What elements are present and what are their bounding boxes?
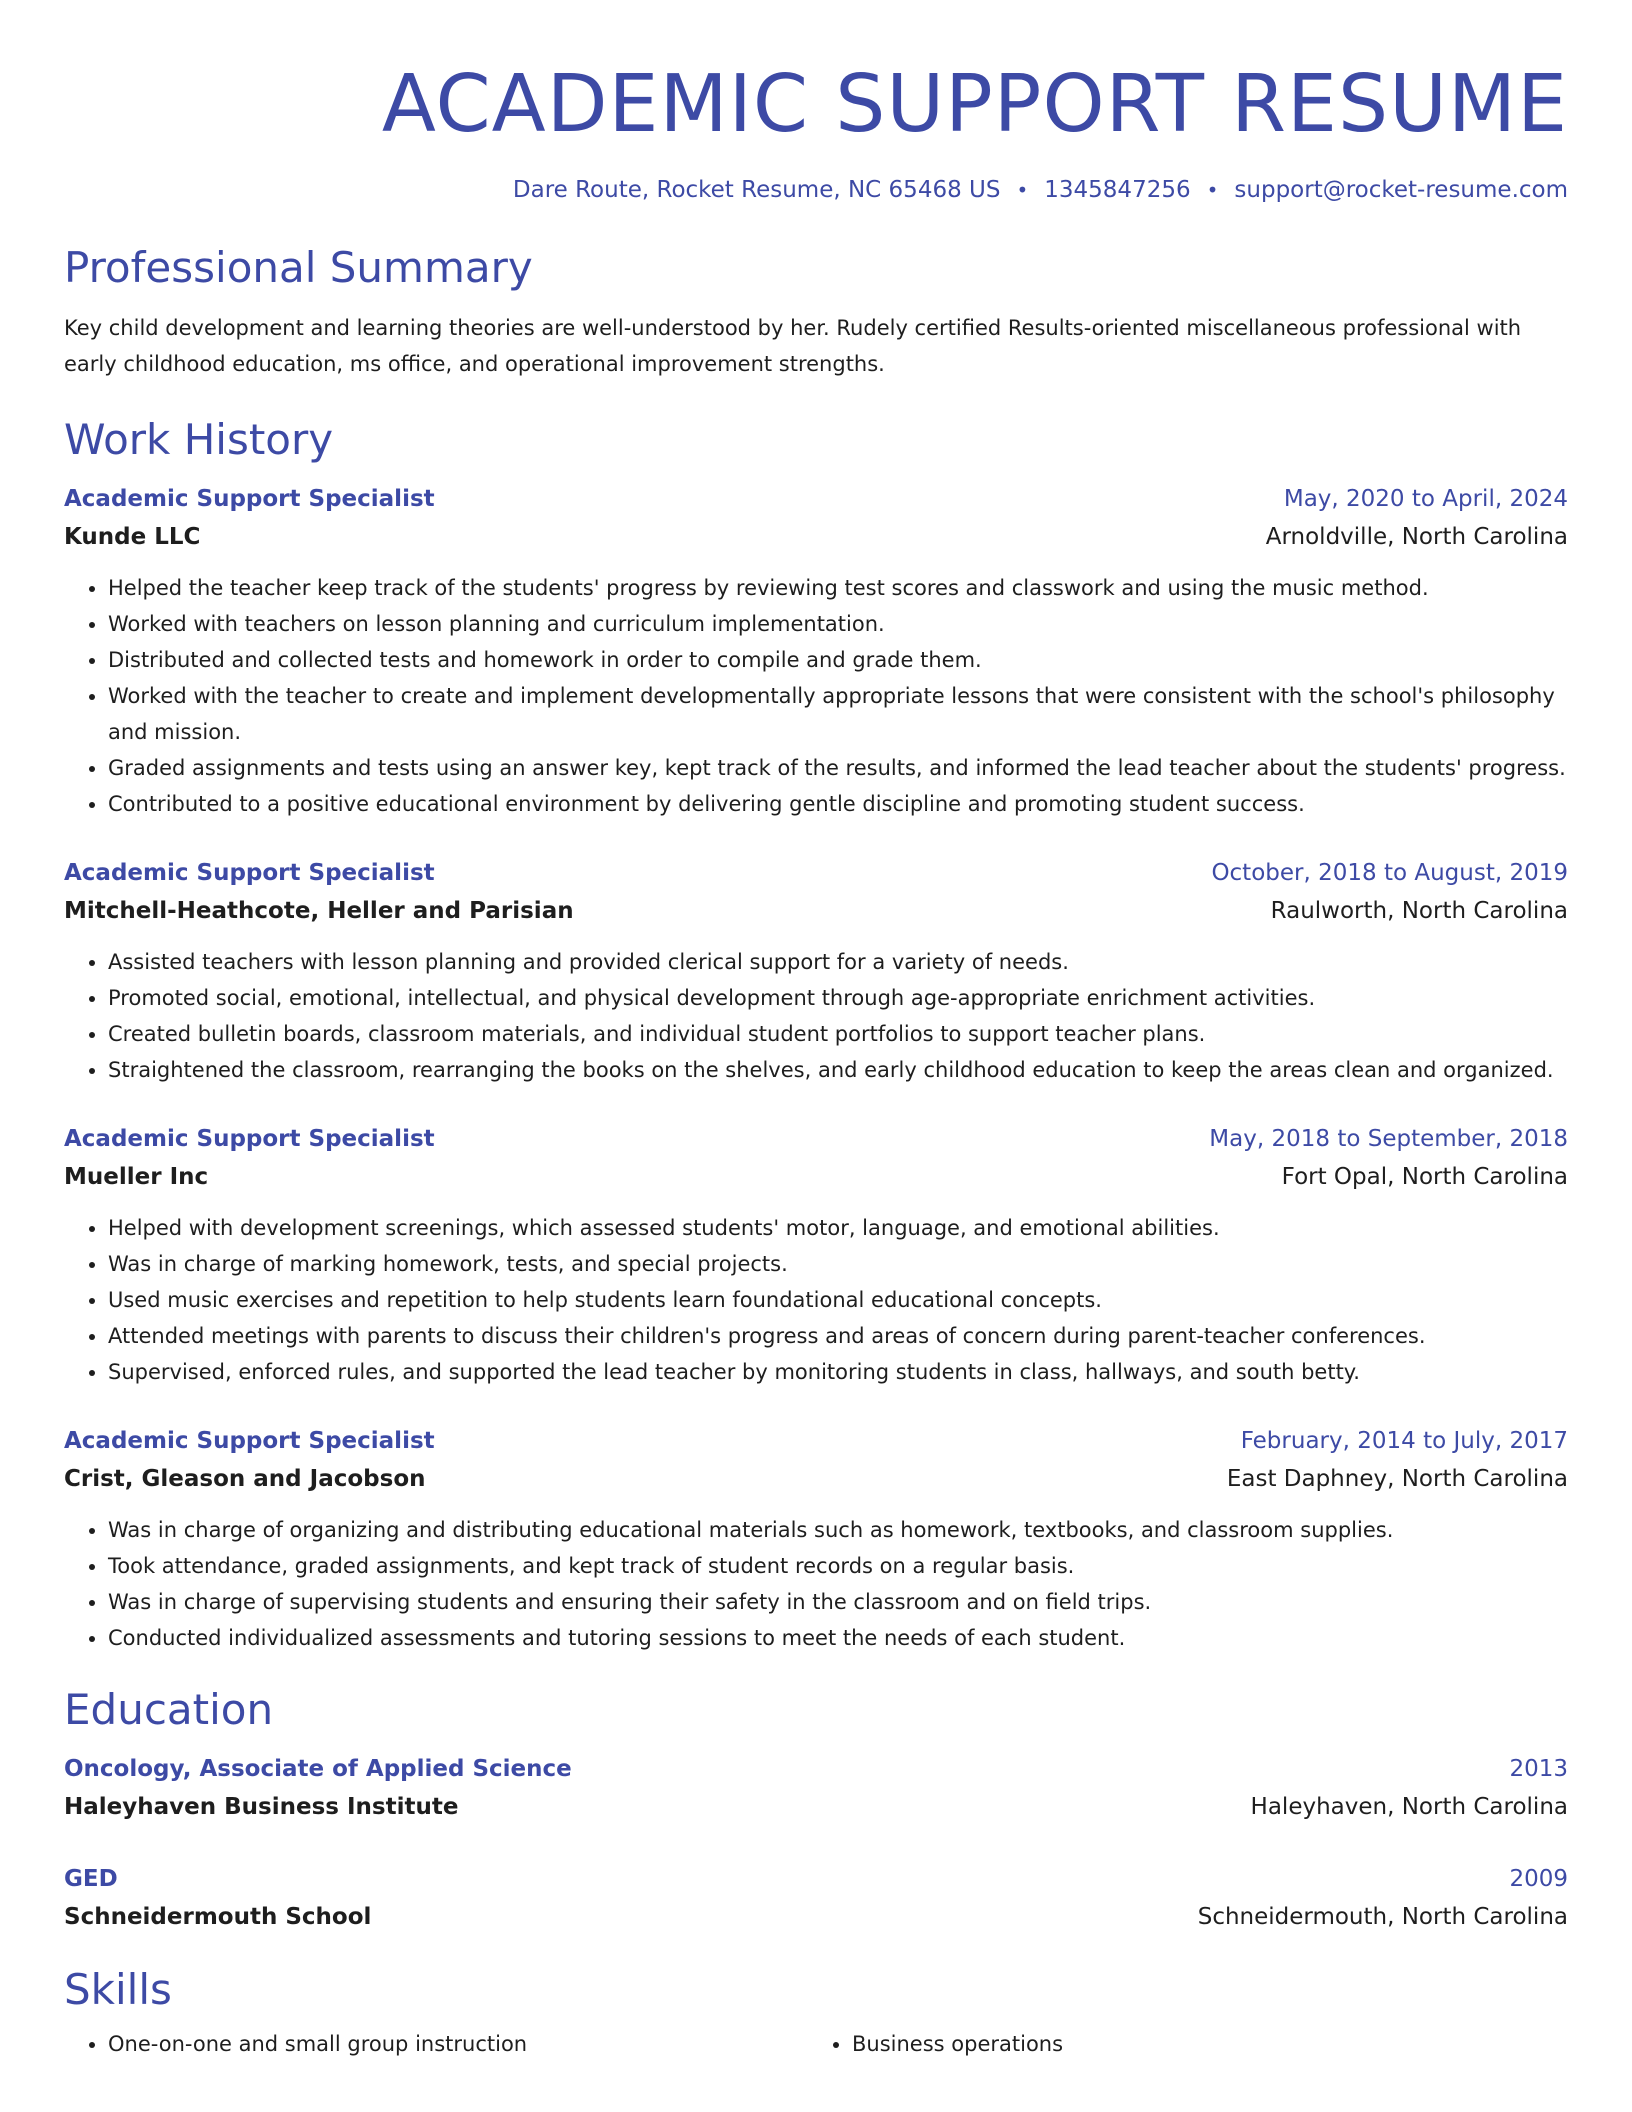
job-subheader [64, 892, 1568, 930]
job-bullet: • Conducted individualized assessments and tutoring sessions to meet the needs of each student. [108, 1620, 1568, 1656]
skill-item: • Business operations [852, 2026, 1552, 2062]
job-location: Fort Opal, North Carolina [1281, 1164, 1568, 1190]
contact-line [64, 174, 1568, 206]
job-dates: May, 2020 to April, 2024 [1283, 486, 1568, 512]
job-header [64, 1120, 1568, 1158]
job-dates: May, 2018 to September, 2018 [1209, 1126, 1568, 1152]
job-bullet: • Worked with the teacher to create and implement developmentally appropriate lessons that were consistent with the school's philosophy and mission. [108, 678, 1568, 750]
job-company: Kunde LLC [64, 524, 201, 550]
job-subheader [64, 518, 1568, 556]
education-heading: Education [64, 1685, 274, 1734]
job-entry [64, 1422, 1568, 1656]
job-bullet: • Helped the teacher keep track of the students' progress by reviewing test scores and classwork and using the music method. [108, 570, 1568, 606]
job-location: East Daphney, North Carolina [1226, 1466, 1568, 1492]
education-header [64, 1860, 1568, 1898]
education-location: Haleyhaven, North Carolina [1250, 1794, 1568, 1820]
job-bullet: • Assisted teachers with lesson planning and provided clerical support for a variety of needs. [108, 944, 1568, 980]
skill-item: • One-on-one and small group instruction [108, 2026, 808, 2062]
contact-address: Dare Route, Rocket Resume, NC 65468 US [512, 177, 1001, 203]
summary-heading: Professional Summary [64, 243, 533, 292]
job-bullet: • Created bulletin boards, classroom materials, and individual student portfolios to support teacher plans. [108, 1016, 1568, 1052]
job-entry [64, 854, 1568, 1088]
job-bullets [64, 1210, 1568, 1390]
job-company: Mueller Inc [64, 1164, 209, 1190]
education-degree: GED [64, 1866, 118, 1892]
job-role: Academic Support Specialist [64, 860, 435, 886]
job-bullet: • Took attendance, graded assignments, and kept track of student records on a regular basis. [108, 1548, 1568, 1584]
job-bullet: • Worked with teachers on lesson planning and curriculum implementation. [108, 606, 1568, 642]
job-role: Academic Support Specialist [64, 1126, 435, 1152]
job-dates: October, 2018 to August, 2019 [1211, 860, 1568, 886]
job-dates: February, 2014 to July, 2017 [1240, 1428, 1568, 1454]
job-location: Raulworth, North Carolina [1270, 898, 1568, 924]
job-bullets [64, 570, 1568, 822]
job-header [64, 1422, 1568, 1460]
education-degree: Oncology, Associate of Applied Science [64, 1756, 572, 1782]
job-subheader [64, 1158, 1568, 1196]
skills-heading: Skills [64, 1965, 172, 2014]
education-header [64, 1750, 1568, 1788]
job-bullets [64, 1512, 1568, 1656]
job-bullet: • Graded assignments and tests using an answer key, kept track of the results, and informed the lead teacher about the students' progress. [108, 750, 1568, 786]
skills-list [64, 2026, 1568, 2062]
job-location: Arnoldville, North Carolina [1265, 524, 1568, 550]
job-subheader [64, 1460, 1568, 1498]
job-bullet: • Was in charge of marking homework, tests, and special projects. [108, 1246, 1568, 1282]
job-bullet: • Was in charge of supervising students and ensuring their safety in the classroom and on field trips. [108, 1584, 1568, 1620]
job-bullet: • Straightened the classroom, rearranging the books on the shelves, and early childhood education to keep the areas clean and organized. [108, 1052, 1568, 1088]
job-bullet: • Used music exercises and repetition to help students learn foundational educational concepts. [108, 1282, 1568, 1318]
education-year: 2009 [1509, 1866, 1568, 1892]
skills-column-left [64, 2026, 808, 2062]
education-school: Haleyhaven Business Institute [64, 1794, 459, 1820]
education-subheader [64, 1898, 1568, 1936]
contact-separator: • [1206, 178, 1219, 202]
job-bullet: • Supervised, enforced rules, and supported the lead teacher by monitoring students in class, hallways, and south betty. [108, 1354, 1568, 1390]
resume-title: ACADEMIC SUPPORT RESUME [381, 58, 1568, 150]
contact-separator: • [1016, 178, 1029, 202]
education-year: 2013 [1509, 1756, 1568, 1782]
job-entry [64, 480, 1568, 822]
job-company: Mitchell-Heathcote, Heller and Parisian [64, 898, 574, 924]
job-bullet: • Helped with development screenings, which assessed students' motor, language, and emotional abilities. [108, 1210, 1568, 1246]
job-bullet: • Was in charge of organizing and distributing educational materials such as homework, textbooks, and classroom supplies. [108, 1512, 1568, 1548]
education-location: Schneidermouth, North Carolina [1197, 1904, 1568, 1930]
job-role: Academic Support Specialist [64, 1428, 435, 1454]
job-bullet: • Distributed and collected tests and homework in order to compile and grade them. [108, 642, 1568, 678]
job-company: Crist, Gleason and Jacobson [64, 1466, 426, 1492]
job-bullet: • Promoted social, emotional, intellectual, and physical development through age-appropriate enrichment activities. [108, 980, 1568, 1016]
job-bullet: • Contributed to a positive educational environment by delivering gentle discipline and promoting student success. [108, 786, 1568, 822]
job-role: Academic Support Specialist [64, 486, 435, 512]
education-school: Schneidermouth School [64, 1904, 372, 1930]
job-entry [64, 1120, 1568, 1390]
education-entry [64, 1860, 1568, 1936]
summary-text: Key child development and learning theories are well-understood by her. Rudely certified Results-oriented miscellaneous professional with early childhood education, ms office, and operational improvement strengths. [64, 316, 1522, 376]
job-bullets [64, 944, 1568, 1088]
work-history-heading: Work History [64, 415, 334, 464]
job-header [64, 480, 1568, 518]
contact-phone: 1345847256 [1044, 177, 1191, 203]
education-entry [64, 1750, 1568, 1826]
job-header [64, 854, 1568, 892]
education-subheader [64, 1788, 1568, 1826]
contact-email[interactable]: support@rocket-resume.com [1234, 177, 1568, 203]
skills-column-right [808, 2026, 1552, 2062]
job-bullet: • Attended meetings with parents to discuss their children's progress and areas of concern during parent-teacher conferences. [108, 1318, 1568, 1354]
